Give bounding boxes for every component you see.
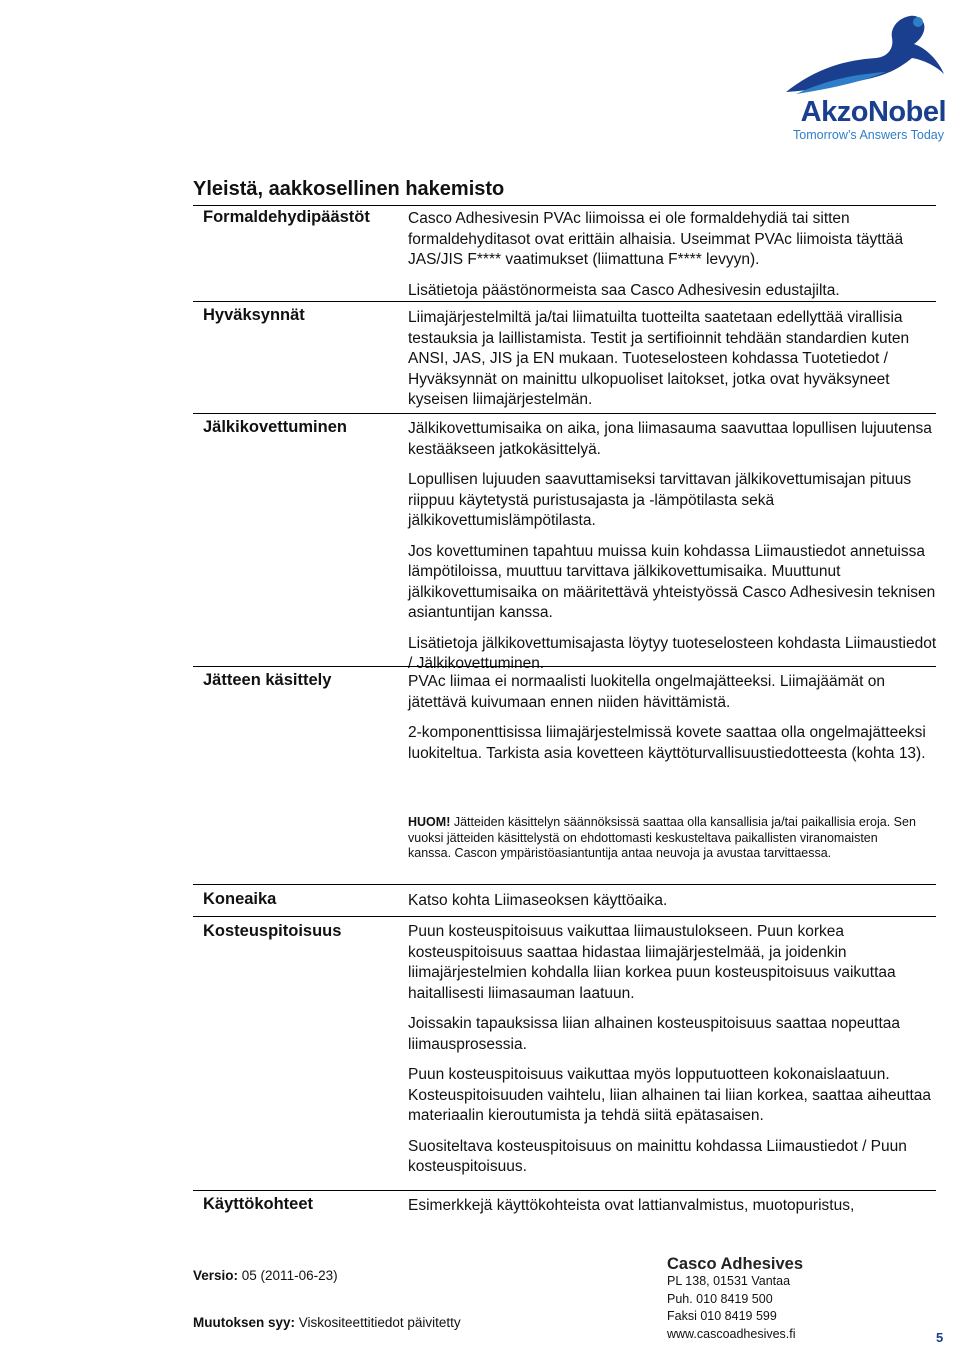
divider	[193, 916, 936, 917]
paragraph: Liimajärjestelmiltä ja/tai liimatuilta tuotteilta saatetaan edellyttää virallisia testauksia ja laillistamista. Testit ja sertifioinnit tehdään standardien kuten ANSI, JAS, JIS ja EN mukaan. Tuoteselosteen kohdassa Tuotetiedot / Hyväksynnät on mainittu ulkopuoliset laitokset, jotka ovat hyväksyneet kyseisen liimajärjestelmän.	[408, 309, 910, 408]
paragraph: Puun kosteuspitoisuus vaikuttaa myös lopputuotteen kokonaislaatuun. Kosteuspitoisuuden vaihtelu, liian alhainen tai liian korkea, saattaa aiheuttaa materiaalin kieroutumista ja tehdä siitä epätasaisen.	[408, 1066, 932, 1124]
paragraph: Jos kovettuminen tapahtuu muissa kuin kohdassa Liimaustiedot annetuissa lämpötiloissa, muuttuu tarvittava jälkikovettumisaika. Muuttunut jälkikovettumisaika on määritettävä yhteistyössä Casco Adhesivesin teknisen asiantuntijan kanssa.	[408, 542, 936, 621]
divider	[193, 1190, 936, 1191]
website-link[interactable]: www.cascoadhesives.fi	[667, 1326, 796, 1341]
paragraph: Casco Adhesivesin PVAc liimoissa ei ole formaldehydiä tai sitten formaldehyditasot ovat erittäin alhaisia. Useimmat PVAc liimoista täyttää JAS/JIS F**** vaatimukset (liimattuna F**** levyyn).	[408, 210, 904, 268]
row-label-moisture: Kosteuspitoisuus	[203, 922, 342, 940]
row-text-moisture	[408, 922, 938, 1188]
akzonobel-logo	[766, 8, 946, 142]
row-label-formaldehyde: Formaldehydipäästöt	[203, 208, 370, 226]
reason-label: Muutoksen syy:	[193, 1315, 296, 1330]
divider	[193, 666, 936, 667]
waste-note	[408, 815, 918, 862]
divider	[193, 301, 936, 302]
paragraph: Joissakin tapauksissa liian alhainen kosteuspitoisuus saattaa nopeuttaa liimausprosessia.	[408, 1015, 901, 1053]
paragraph: Puun kosteuspitoisuus vaikuttaa liimaustulokseen. Puun korkea kosteuspitoisuus saattaa hidastaa liimajärjestelmää, ja joidenkin liimajärjestelmien kohdalla liian korkea puun kosteuspitoisuus vaikuttaa haitallisesti liimasauman laatuun.	[408, 923, 896, 1002]
akzonobel-figure-icon	[776, 8, 946, 96]
paragraph: Esimerkkejä käyttökohteista ovat lattianvalmistus, muotopuristus,	[408, 1197, 855, 1214]
footer-version	[193, 1268, 338, 1283]
row-text-formaldehyde	[408, 209, 938, 311]
fax: Faksi 010 8419 599	[667, 1309, 777, 1323]
company-contact	[667, 1273, 796, 1343]
version-value: 05 (2011-06-23)	[238, 1268, 338, 1283]
paragraph: Lisätietoja päästönormeista saa Casco Adhesivesin edustajilta.	[408, 281, 840, 299]
row-label-waste: Jätteen käsittely	[203, 671, 332, 689]
row-text-approvals	[408, 308, 938, 421]
address: PL 138, 01531 Vantaa	[667, 1274, 791, 1288]
paragraph: Suositeltava kosteuspitoisuus on mainittu kohdassa Liimaustiedot / Puun kosteuspitoisuus.	[408, 1137, 907, 1175]
paragraph: PVAc liimaa ei normaalisti luokitella ongelmajätteeksi. Liimajäämät on jätettävä kuivumaan ennen niiden hävittämistä.	[408, 673, 885, 711]
divider	[193, 205, 936, 206]
paragraph: Jälkikovettumisaika on aika, jona liimasauma saavuttaa lopullisen lujuutensa kestääkseen jatkokäsittelyä.	[408, 420, 932, 458]
row-label-applications: Käyttökohteet	[203, 1195, 314, 1213]
row-label-approvals: Hyväksynnät	[203, 306, 305, 324]
page-number: 5	[936, 1330, 944, 1345]
divider	[193, 884, 936, 885]
reason-value: Viskositeettitiedot päivitetty	[295, 1315, 461, 1330]
version-label: Versio:	[193, 1268, 239, 1283]
logo-name: AkzoNobel	[800, 96, 946, 128]
company-name: Casco Adhesives	[667, 1255, 804, 1273]
note-text: Jätteiden käsittelyn säännöksissä saattaa olla kansallisia ja/tai paikallisia eroja. Sen vuoksi jätteiden käsittelystä on ehdottomasti keskusteltava paikallisten viranomaisten kanssa. Cascon ympäristöasiantuntija antaa neuvoja ja avustaa tarvittaessa.	[408, 815, 916, 860]
divider	[193, 413, 936, 414]
phone: Puh. 010 8419 500	[667, 1291, 773, 1306]
paragraph: Katso kohta Liimaseoksen käyttöaika.	[408, 892, 668, 909]
section-title: Yleistä, aakkosellinen hakemisto	[193, 178, 505, 200]
row-text-waste	[408, 672, 938, 774]
paragraph: 2-komponenttisissa liimajärjestelmissä kovete saattaa olla ongelmajätteeksi luokiteltua. Tarkista asia kovetteen käyttöturvallisuustiedotteesta (kohta 13).	[408, 724, 926, 762]
paragraph: Lisätietoja jälkikovettumisajasta löytyy tuoteselosteen kohdasta Liimaustiedot / Jälkikovettuminen.	[408, 634, 937, 672]
note-lead: HUOM!	[408, 815, 451, 829]
logo-tagline: Tomorrow’s Answers Today	[793, 128, 944, 142]
row-text-postcuring	[408, 419, 938, 685]
row-text-applications	[408, 1196, 938, 1227]
row-label-postcuring: Jälkikovettuminen	[203, 418, 347, 436]
row-label-machine-time: Koneaika	[203, 890, 277, 908]
paragraph: Lopullisen lujuuden saavuttamiseksi tarvittavan jälkikovettumisajan pituus riippuu käytetystä puristusajasta ja -lämpötilasta sekä jälkikovettumislämpötilasta.	[408, 471, 912, 529]
footer-reason	[193, 1315, 461, 1330]
